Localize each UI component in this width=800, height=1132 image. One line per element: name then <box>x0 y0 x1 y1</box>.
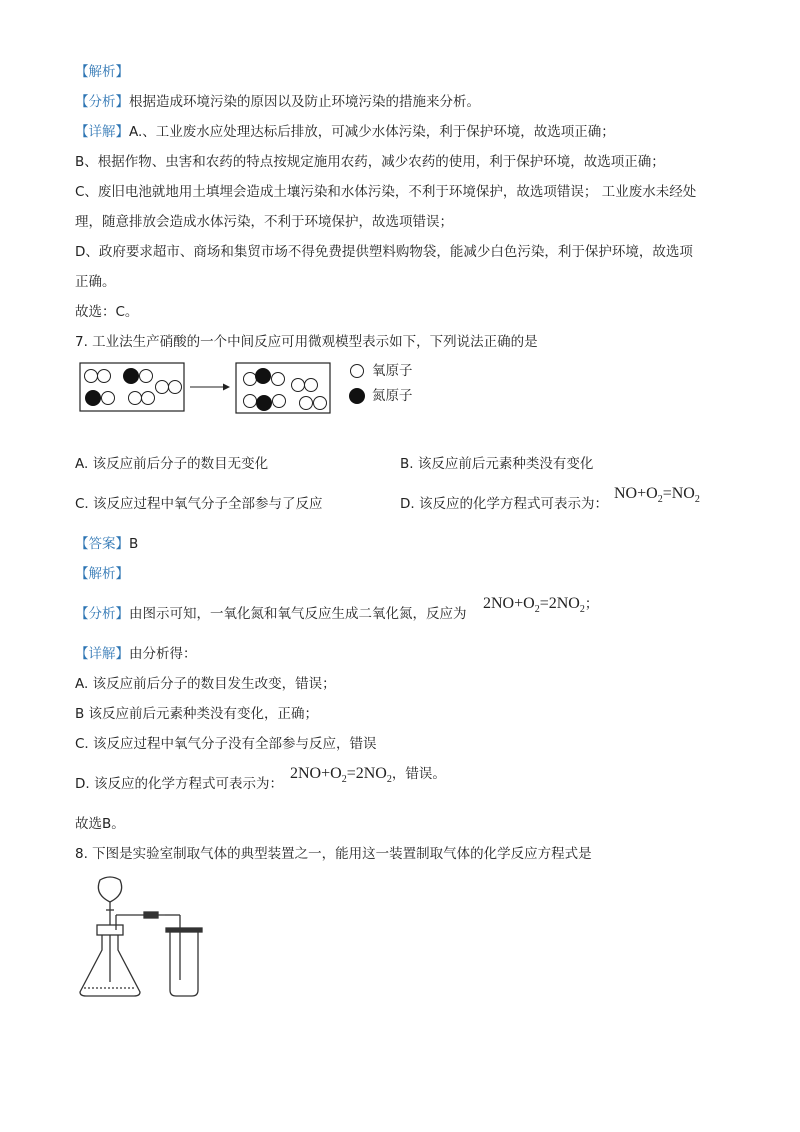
gas-jar <box>170 932 198 996</box>
q7-detail-d-formula: $2NO+O_2=2NO_2$，错误。 <box>290 765 446 786</box>
q7-detail-d: D. 该反应的化学方程式可表示为： <box>75 776 283 792</box>
oxygen-atom <box>169 381 182 394</box>
flask-stopper <box>97 925 123 935</box>
oxygen-atom <box>102 392 115 405</box>
q6-choice: 故选：C。 <box>75 304 139 320</box>
q7-fenxi-line: 【分析】由图示可知，一氧化氮和氧气反应生成二氧化氮，反应为 <box>75 606 467 622</box>
q6-detail-a: 【详解】A.、工业废水应处理达标后排放，可减少水体污染，利于保护环境，故选项正确； <box>75 124 615 140</box>
oxygen-atom <box>273 395 286 408</box>
q7-xiangjie-line: 【详解】由分析得： <box>75 646 197 662</box>
q7-choice: 故选B。 <box>75 816 125 832</box>
q7-detail-b: B 该反应前后元素种类没有变化，正确； <box>75 706 319 722</box>
q7-option-c: C. 该反应过程中氧气分子全部参与了反应 <box>75 496 323 512</box>
oxygen-atom <box>272 373 285 386</box>
oxygen-atom <box>85 370 98 383</box>
q7-option-a: A. 该反应前后分子的数目无变化 <box>75 456 269 472</box>
legend-oxygen-icon <box>351 365 364 378</box>
q7-option-b: B. 该反应前后元素种类没有变化 <box>400 456 594 472</box>
arrow-head <box>223 384 230 391</box>
oxygen-atom <box>129 392 142 405</box>
oxygen-atom <box>140 370 153 383</box>
oxygen-atom <box>314 397 327 410</box>
oxygen-atom <box>98 370 111 383</box>
oxygen-atom <box>305 379 318 392</box>
nitrogen-atom <box>123 368 139 384</box>
q7-question: 7. 工业法生产硝酸的一个中间反应可用微观模型表示如下，下列说法正确的是 <box>75 334 538 350</box>
nitrogen-atom <box>256 395 272 411</box>
q7-jiexi-label: 【解析】 <box>75 566 129 582</box>
oxygen-atom <box>300 397 313 410</box>
nitrogen-atom <box>255 368 271 384</box>
q8-question: 8. 下图是实验室制取气体的典型装置之一，能用这一装置制取气体的化学反应方程式是 <box>75 846 592 862</box>
molecular-model-diagram <box>0 0 800 420</box>
funnel-bulb <box>98 877 121 902</box>
q7-answer: 【答案】B <box>75 536 139 552</box>
rubber-connector <box>144 912 158 918</box>
q6-detail-c1: C、废旧电池就地用土填埋会造成土壤污染和水体污染，不利于环境保护，故选项错误； 工业废水未经处 <box>75 184 697 200</box>
glass-plate <box>166 928 202 932</box>
oxygen-atom <box>156 381 169 394</box>
q6-detail-d2: 正确。 <box>75 274 116 290</box>
q7-fenxi-formula: $2NO+O_2=2NO_2$； <box>483 595 599 616</box>
q6-detail-d1: D、政府要求超市、商场和集贸市场不得免费提供塑料购物袋，能减少白色污染，利于保护环境，故选项 <box>75 244 693 260</box>
legend-nitrogen-label: 氮原子 <box>372 388 413 404</box>
q7-detail-c: C. 该反应过程中氧气分子没有全部参与反应，错误 <box>75 736 377 752</box>
q6-detail-b: B、根据作物、虫害和农药的特点按规定施用农药，减少农药的使用，利于保护环境，故选项正确； <box>75 154 665 170</box>
legend-oxygen-label: 氧原子 <box>372 363 413 379</box>
q7-option-d-formula: $NO+O_2=NO_2$ <box>614 485 700 506</box>
oxygen-atom <box>292 379 305 392</box>
nitrogen-atom <box>85 390 101 406</box>
q7-option-d: D. 该反应的化学方程式可表示为： <box>400 496 608 512</box>
gas-apparatus-diagram <box>70 870 230 1005</box>
oxygen-atom <box>142 392 155 405</box>
q6-jiexi-label: 【解析】 <box>75 64 129 80</box>
q6-fenxi-text: 根据造成环境污染的原因以及防止环境污染的措施来分析。 <box>129 94 480 110</box>
q6-fenxi-label: 【分析】 <box>75 94 129 110</box>
q7-detail-a: A. 该反应前后分子的数目发生改变，错误； <box>75 676 336 692</box>
legend-nitrogen-icon <box>349 388 365 404</box>
oxygen-atom <box>244 395 257 408</box>
q6-detail-c2: 理，随意排放会造成水体污染，不利于环境保护，故选项错误； <box>75 214 453 230</box>
oxygen-atom <box>244 373 257 386</box>
